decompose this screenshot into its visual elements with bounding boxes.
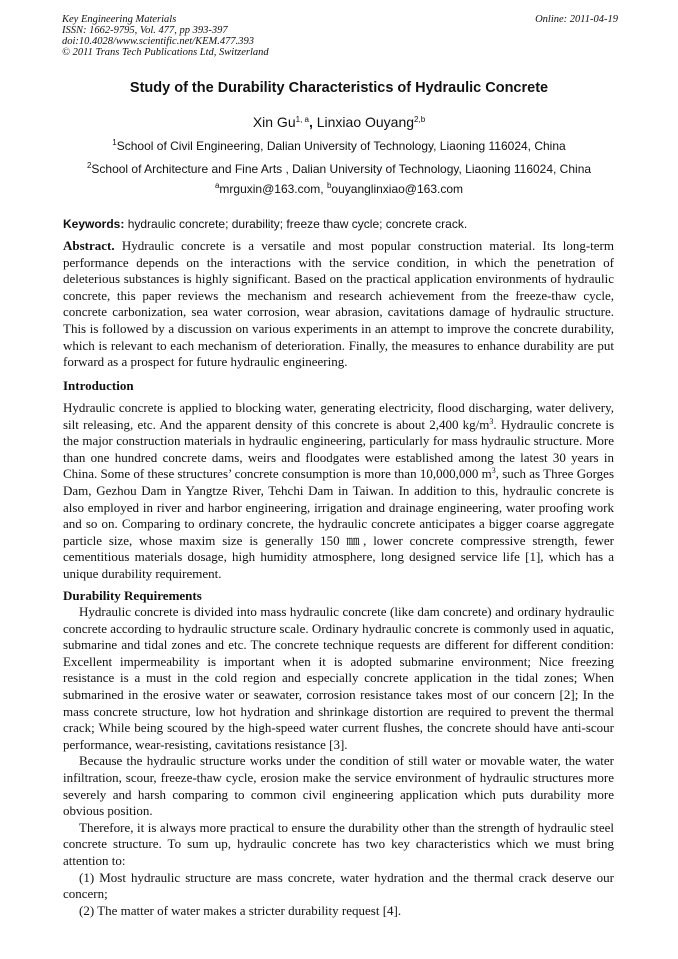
email-line bbox=[0, 182, 678, 196]
author-affiliation-marker: 1, a bbox=[295, 115, 309, 124]
section-heading-introduction: Introduction bbox=[63, 378, 134, 393]
affiliation-text: School of Civil Engineering, Dalian University of Technology, Liaoning 116024, China bbox=[116, 139, 566, 153]
intro-superscript: 3 bbox=[489, 416, 494, 426]
copyright-line: © 2011 Trans Tech Publications Ltd, Switzerland bbox=[62, 47, 269, 58]
issn-line: ISSN: 1662-9795, Vol. 477, pp 393-397 bbox=[62, 25, 228, 36]
affiliation-marker: 1 bbox=[112, 138, 117, 147]
affiliation-1 bbox=[0, 139, 678, 153]
author-name: Xin Gu bbox=[252, 114, 296, 130]
email-address: mrguxin@163.com, bbox=[219, 182, 327, 196]
doi-line: doi:10.4028/www.scientific.net/KEM.477.393 bbox=[62, 36, 254, 47]
durability-paragraph: Because the hydraulic structure works under the condition of still water or movable water, the water infiltration, scour, freeze-thaw cycle, erosion make the service environment of hydraulic structures more severely and harsh comparing to common civil engineering application which puts durability more obvious position. bbox=[63, 753, 614, 819]
affiliation-marker: 2 bbox=[86, 161, 92, 170]
intro-text: Hydraulic concrete is applied to blocking water, generating electricity, flood discharging, water delivery, silt releasing, etc. And the apparent density of this concrete is about 2,400 kg/m bbox=[63, 400, 614, 432]
abstract-paragraph bbox=[63, 238, 614, 371]
journal-name: Key Engineering Materials bbox=[62, 14, 177, 25]
email-address: ouyanglinxiao@163.com bbox=[331, 182, 464, 196]
affiliation-text: School of Architecture and Fine Arts , Dalian University of Technology, Liaoning 116024, China bbox=[91, 162, 592, 176]
durability-paragraph: Therefore, it is always more practical to ensure the durability other than the strength of hydraulic steel concrete structure. To sum up, hydraulic concrete has two key characteristics which we must bring attention to: bbox=[63, 819, 614, 868]
durability-paragraph: Hydraulic concrete is divided into mass hydraulic concrete (like dam concrete) and ordinary hydraulic concrete according to hydraulic structure scale. Ordinary hydraulic concrete is commonly used in aquatic, submarine and tidal zones and etc. The concrete technique requests are different for different condition: Excellent impermeability is important when it is adopted submarine environment; Nice freezing resistance is a must in the cold region and especially concrete application in the tidal zones; When submarined in the erosive water or seawater, corrosion resistance takes most of our concern [2]; In the mass concrete structure, low hot hydration and shrinkage distortion are required to prevent the thermal crack; While being scoured by the high-speed water current flushes, the concrete should have anti-scour performance, wear-resisting, cavitations resistance [3]. bbox=[63, 604, 614, 752]
keywords-text: hydraulic concrete; durability; freeze thaw cycle; concrete crack. bbox=[124, 217, 468, 231]
durability-list-item: (1) Most hydraulic structure are mass concrete, water hydration and the thermal crack deserve our concern; bbox=[63, 869, 614, 902]
abstract-label: Abstract. bbox=[63, 238, 115, 253]
durability-list-item: (2) The matter of water makes a stricter durability request [4]. bbox=[79, 902, 402, 918]
author-separator: , bbox=[308, 114, 317, 130]
keywords-line bbox=[63, 217, 467, 231]
online-date: Online: 2011-04-19 bbox=[535, 14, 618, 25]
introduction-paragraph bbox=[63, 400, 614, 583]
affiliation-2 bbox=[0, 162, 678, 176]
intro-text: , such as Three Gorges Dam, Gezhou Dam in Yangtze River, Tehchi Dam in Taiwan. In addition to this, hydraulic concrete is also employed in river and harbor engineering, irrigation and drainage engineering, water proofing work and so on. Comparing to ordinary concrete, the hydraulic concrete anticipates a bigger coarse aggregate particle size, whose maxim size is generally 150 ㎜, lower concrete compressive strength, fewer cementitious materials dosage, high humidity atmosphere, long designed service life [1], which has a unique durability requirement. bbox=[63, 466, 615, 581]
author-name: Linxiao Ouyang bbox=[316, 114, 415, 130]
paper-title: Study of the Durability Characteristics of Hydraulic Concrete bbox=[129, 80, 549, 96]
keywords-label: Keywords: bbox=[63, 217, 125, 231]
email-marker: a bbox=[214, 181, 220, 190]
author-line bbox=[0, 114, 678, 130]
email-marker: b bbox=[326, 181, 332, 190]
durability-section bbox=[63, 604, 614, 919]
abstract-text: Hydraulic concrete is a versatile and most popular construction material. Its long-term performance depends on the interactions with the service condition, in which the penetration of deleterious substances is highly significant. Based on the practical application environments of hydraulic concrete, this paper reviews the mechanism and research achievement from the freeze-thaw cycle, concrete carbonization, sea water corrosion, wear abrasion, cavitations damage of hydraulic structure. This is followed by a discussion on various experiments in an attempt to improve the concrete durability, which is relevant to each mechanism of deterioration. Finally, the measures to enhance durability are put forward as a prospect for future hydraulic engineering. bbox=[63, 238, 614, 370]
section-heading-durability: Durability Requirements bbox=[63, 588, 202, 603]
intro-text: . Hydraulic concrete is the major construction materials in hydraulic engineering, particularly for mass hydraulic structure. More than one hundred concrete dams, weirs and floodgates were established among the latest 30 years in China. Some of these structures’ concrete consumption is more than 10,000,000 m bbox=[63, 416, 614, 482]
journal-header bbox=[62, 14, 269, 58]
author-affiliation-marker: 2,b bbox=[414, 115, 426, 124]
intro-superscript: 3 bbox=[491, 466, 496, 476]
